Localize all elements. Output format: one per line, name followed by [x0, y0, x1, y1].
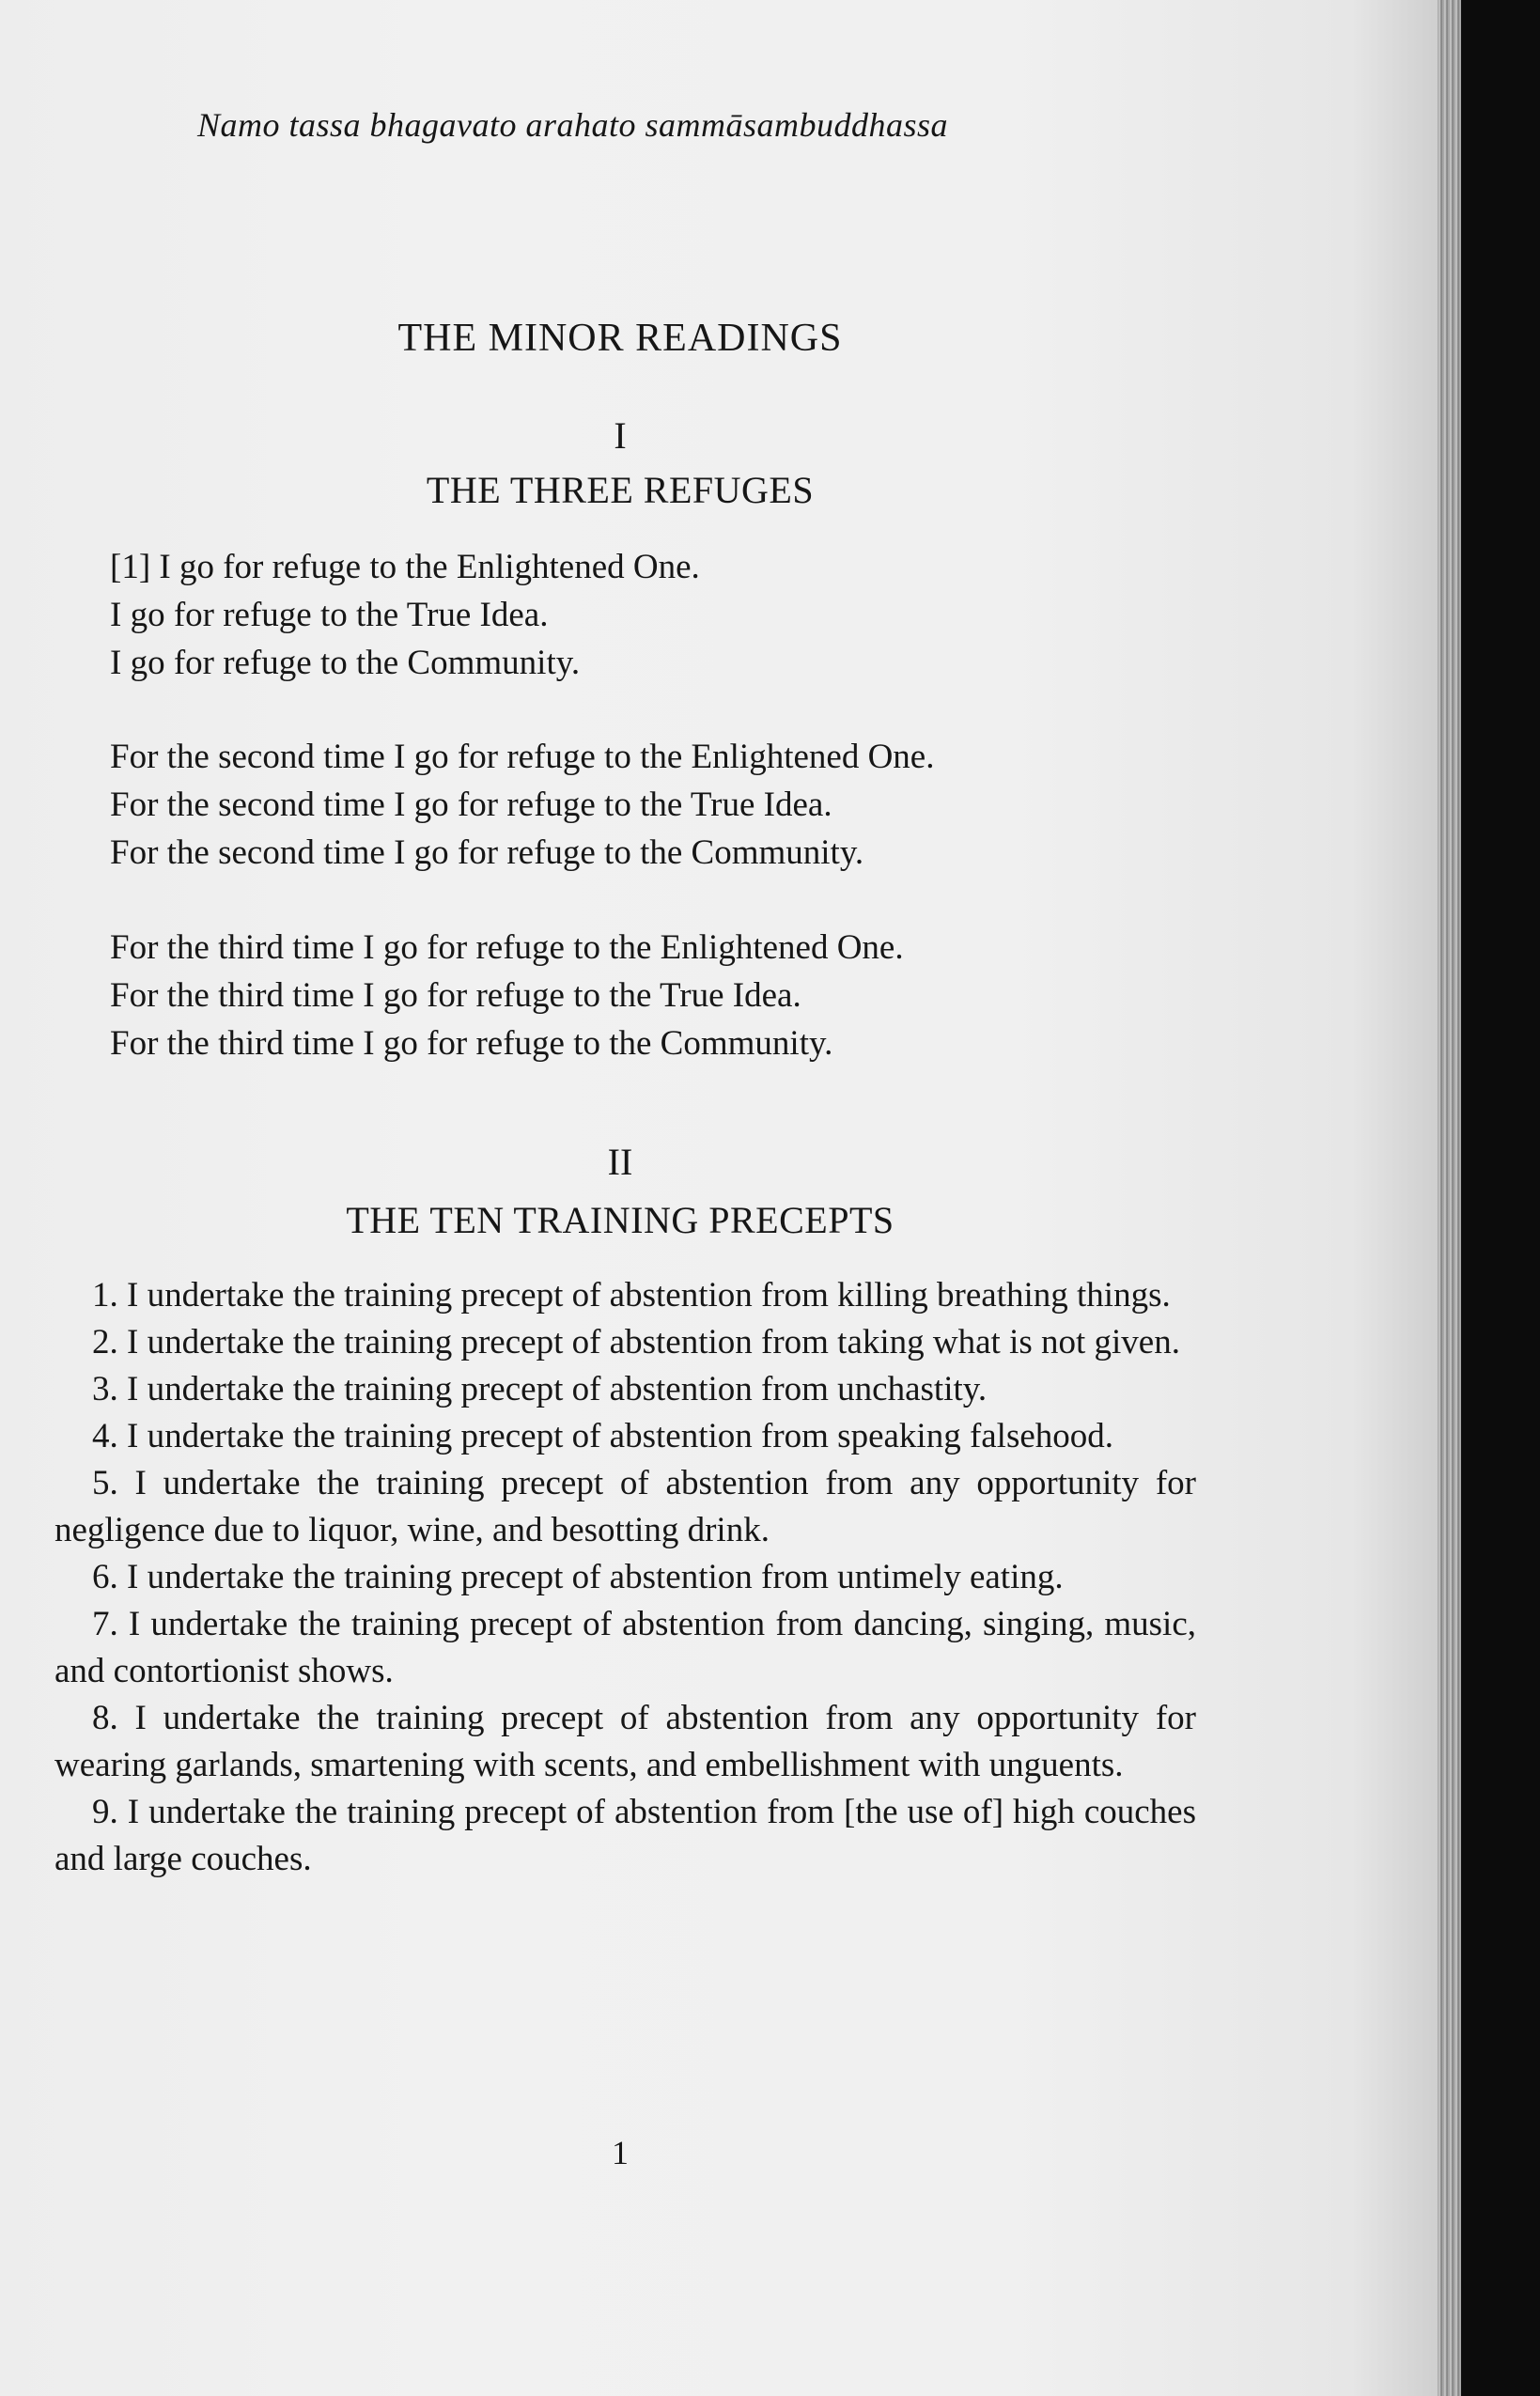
verse-line: For the third time I go for refuge to the True Idea. — [110, 976, 801, 1015]
precept-7: 7. I undertake the training precept of abstention from dancing, singing, music, and contortionist shows. — [54, 1605, 1196, 1690]
precept-2: 2. I undertake the training precept of abstention from taking what is not given. — [92, 1323, 1180, 1361]
section-numeral-1: I — [614, 414, 627, 457]
book-title: THE MINOR READINGS — [397, 317, 843, 360]
refuge-stanza-2 — [110, 733, 934, 877]
page-edge — [1438, 0, 1461, 2396]
precepts-list — [54, 1272, 1196, 1883]
precept-1: 1. I undertake the training precept of abstention from killing breathing things. — [92, 1276, 1171, 1315]
precept-3: 3. I undertake the training precept of abstention from unchastity. — [92, 1370, 988, 1408]
section-numeral-2: II — [607, 1141, 633, 1183]
verse-line: I go for refuge to the Community. — [110, 644, 581, 682]
verse-line: For the third time I go for refuge to the Enlightened One. — [110, 928, 904, 967]
verse-line: For the third time I go for refuge to the Community. — [110, 1024, 833, 1063]
precept-6: 6. I undertake the training precept of abstention from untimely eating. — [92, 1558, 1064, 1596]
section-title-ten-precepts: THE TEN TRAINING PRECEPTS — [346, 1199, 894, 1241]
verse-line: [1] I go for refuge to the Enlightened One. — [110, 548, 700, 586]
precept-5: 5. I undertake the training precept of abstention from any opportunity for negligence due to liquor, wine, and besotting drink. — [54, 1464, 1196, 1549]
verse-line: For the second time I go for refuge to the True Idea. — [110, 786, 832, 824]
page-number: 1 — [612, 2134, 629, 2171]
precept-8: 8. I undertake the training precept of abstention from any opportunity for wearing garlands, smartening with scents, and embellishment with unguents. — [54, 1699, 1196, 1784]
running-header: Namo tassa bhagavato arahato sammāsambuddhassa — [197, 106, 949, 144]
verse-line: I go for refuge to the True Idea. — [110, 596, 549, 634]
refuge-stanza-3 — [110, 924, 904, 1067]
refuge-stanza-1 — [110, 543, 700, 687]
section-title-three-refuges: THE THREE REFUGES — [426, 469, 815, 511]
precept-9: 9. I undertake the training precept of abstention from [the use of] high couches and large couches. — [54, 1793, 1196, 1878]
verse-line: For the second time I go for refuge to the Enlightened One. — [110, 738, 935, 776]
precept-4: 4. I undertake the training precept of abstention from speaking falsehood. — [92, 1417, 1114, 1455]
verse-line: For the second time I go for refuge to the Community. — [110, 833, 864, 872]
